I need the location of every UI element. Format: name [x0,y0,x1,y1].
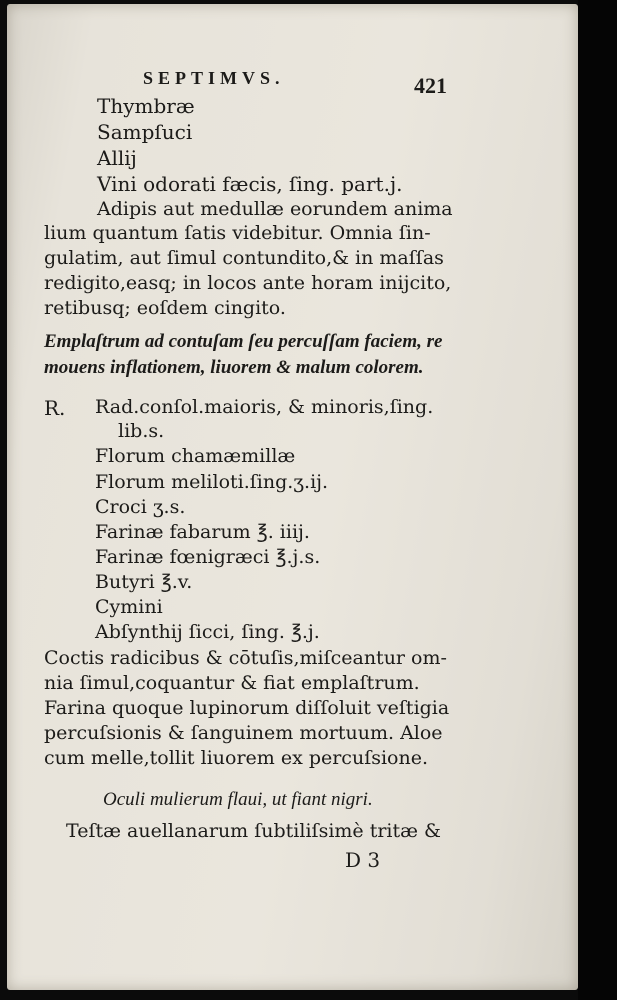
recipe-line: Florum chamæmillæ [95,445,296,467]
book-page [7,4,578,990]
text-line: retibusq; eoſdem cingito. [44,297,286,319]
text-line: percuſsionis & ſanguinem mortuum. Aloe [44,722,443,744]
text-line: Vini odorati fæcis, ſing. part.j. [97,172,403,196]
page-edge-shadow [578,0,617,1000]
text-line: Sampſuci [97,120,193,144]
text-line: Allij [97,146,137,170]
recipe-line: Croci ʒ.s. [95,496,186,518]
section-heading: Oculi mulierum flaui, ut fiant nigri. [103,789,373,810]
text-line: nia ſimul,coquantur & fiat emplaſtrum. [44,672,420,694]
section-heading: Emplaſtrum ad contuſam ſeu percuſſam faciem, re [44,331,443,352]
recipe-line: Cymini [95,596,163,618]
page-number: 421 [414,73,447,98]
signature-mark: D 3 [345,848,381,872]
text-line: Thymbræ [97,94,195,118]
recipe-mark: R. [44,396,66,420]
recipe-line: Florum meliloti.ſing.ʒ.ij. [95,471,329,493]
recipe-line: lib.s. [118,420,165,442]
section-heading: mouens inflationem, liuorem & malum colorem. [44,357,424,378]
recipe-line: Rad.conſol.maioris, & minoris,ſing. [95,396,434,418]
recipe-line: Abſynthij ſicci, ſing. ℥.j. [95,621,320,643]
text-line: Teſtæ auellanarum ſubtiliſsimè tritæ & [66,820,441,842]
text-line: gulatim, aut ſimul contundito,& in maſſas [44,247,444,269]
text-line: cum melle,tollit liuorem ex percuſsione. [44,747,429,769]
text-line: Farina quoque lupinorum diſſoluit veſtigia [44,697,450,719]
text-line: Adipis aut medullæ eorundem anima [97,198,453,220]
text-line: Coctis radicibus & cōtuſis,miſceantur om- [44,647,447,669]
recipe-line: Butyri ℥.v. [95,571,193,593]
text-line: lium quantum ſatis videbitur. Omnia ſin- [44,222,431,244]
text-line: redigito,easq; in locos ante horam inijcito, [44,272,452,294]
recipe-line: Farinæ fœnigræci ℥.j.s. [95,546,321,568]
recipe-line: Farinæ fabarum ℥. iiij. [95,521,310,543]
running-title: SEPTIMVS. [143,68,285,88]
